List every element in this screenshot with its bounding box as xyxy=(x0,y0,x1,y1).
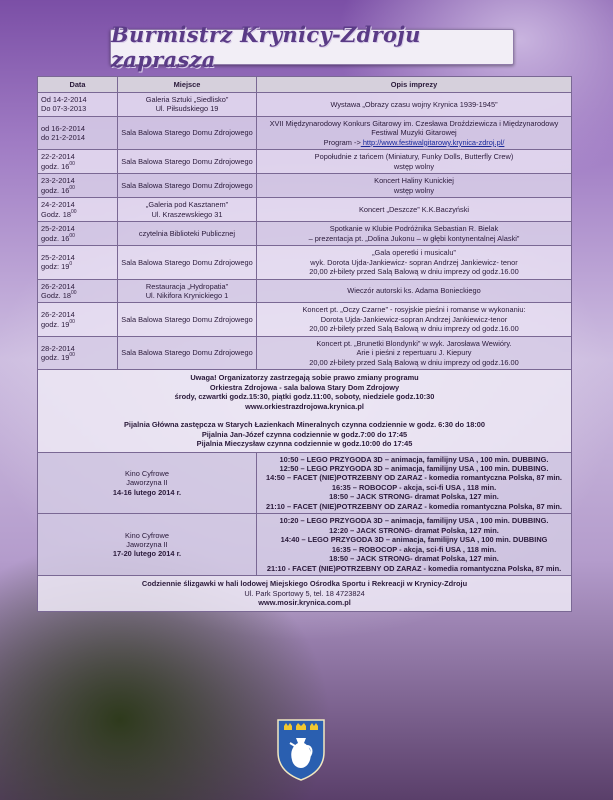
notice-line: Orkiestra Zdrojowa - sala balowa Stary Dom Zdrojowy xyxy=(209,382,400,392)
page-title: Burmistrz Krynicy-Zdroju zaprasza xyxy=(111,22,421,72)
event-description: 20,00 zł-bilety przed Salą Balową w dniu imprezy od godz.16.00 xyxy=(309,357,519,367)
table-row xyxy=(38,279,572,303)
pump-room-line: Pijalnia Jan-Józef czynna codziennie w godz.7:00 do 17:45 xyxy=(201,429,408,439)
event-time-hour: godz: 19 xyxy=(41,262,70,272)
cinema-show: 18:50 – JACK STRONG- dramat Polska, 127 min. xyxy=(329,492,499,502)
cinema-show: 10:50 – LEGO PRZYGODA 3D – animacja, familijny USA , 100 min. DUBBING. xyxy=(279,454,549,464)
cinema-show: 10:20 – LEGO PRZYGODA 3D – animacja, familijny USA , 100 min. DUBBING. xyxy=(279,516,549,526)
event-time-hour: godz. 16 xyxy=(41,161,70,171)
event-place: „Galeria pod Kasztanem” xyxy=(145,200,229,210)
pump-room-line: Pijalnia Główna zastępcza w Starych Łazienkach Mineralnych czynna codziennie w godz. 6:30 do 18:00 xyxy=(123,420,486,430)
event-description: Spotkanie w Klubie Podróżnika Sebastian R. Bielak xyxy=(329,224,499,234)
cinema-show: 14:50 – FACET (NIE)POTRZEBNY OD ZARAZ - komedia romantyczna Polska, 87 min. xyxy=(266,473,562,483)
footer-cell xyxy=(38,576,572,611)
event-date: 22-2-2014 xyxy=(41,152,75,162)
cinema-place: Kino Cyfrowe xyxy=(125,530,169,540)
notice-line: www.orkiestrazdrojowa.krynica.pl xyxy=(245,401,364,411)
place-cell xyxy=(118,303,257,336)
description-cell xyxy=(257,174,572,198)
table-row xyxy=(38,198,572,222)
program-line xyxy=(260,138,568,147)
event-place: Ul. Kraszewskiego 31 xyxy=(151,209,223,219)
cinema-show: 14:40 – LEGO PRZYGODA 3D – animacja, familijny USA , 100 min. DUBBING xyxy=(280,535,548,545)
event-time-hour: Godz. 18 xyxy=(41,290,71,300)
description-cell xyxy=(257,198,572,222)
krynica-coat-of-arms-icon xyxy=(276,718,326,782)
event-date: 26-2-2014 xyxy=(41,310,75,320)
cinema-show: 21:10 - FACET (NIE)POTRZEBNY OD ZARAZ - komedia romantyczna Polska, 87 min. xyxy=(266,563,562,573)
event-place: czytelnia Biblioteki Publicznej xyxy=(138,228,236,238)
event-place: Ul. Piłsudskiego 19 xyxy=(155,104,219,114)
event-date: 23-2-2014 xyxy=(41,176,75,186)
date-cell xyxy=(38,93,118,117)
event-description: „Gala operetki i musicalu” xyxy=(372,248,456,258)
event-place: Ul. Nikifora Krynickiego 1 xyxy=(145,290,229,300)
event-time xyxy=(41,320,114,329)
event-place: Restauracja „Hydropatia” xyxy=(145,281,229,291)
date-cell xyxy=(38,336,118,369)
event-time-minutes: 00 xyxy=(69,160,75,167)
description-cell xyxy=(257,116,572,149)
event-date: do 21-2-2014 xyxy=(41,133,85,143)
event-time-hour: godz. 19 xyxy=(41,319,70,329)
event-description: XVII Międzynarodowy Konkurs Gitarowy im. Czesława Droździewicza i Międzynarodowy Festiwal Muzyki Gitarowej xyxy=(269,118,559,138)
footer-row xyxy=(38,576,572,611)
cinema-row xyxy=(38,452,572,514)
cinema-place-cell xyxy=(38,514,257,576)
table-header-row xyxy=(38,77,572,93)
notice-row xyxy=(38,370,572,452)
cinema-shows-cell xyxy=(257,514,572,576)
cinema-place: Jaworzyna II xyxy=(126,540,168,550)
event-date: 25-2-2014 xyxy=(41,224,75,234)
event-description: Wieczór autorski ks. Adama Bonieckiego xyxy=(347,286,481,296)
event-description: 20,00 zł-bilety przed Salą Balową w dniu imprezy od godz.16.00 xyxy=(309,324,519,334)
event-time-hour: godz. 16 xyxy=(41,233,70,243)
event-place: Sala Balowa Starego Domu Zdrojowego xyxy=(121,128,253,138)
table-row xyxy=(38,336,572,369)
event-description: wstęp wolny xyxy=(393,161,435,171)
event-time-hour: Godz. 18 xyxy=(41,209,71,219)
cinema-place-cell xyxy=(38,452,257,514)
event-date: 25-2-2014 xyxy=(41,252,75,262)
notice-cell xyxy=(38,370,572,452)
event-time-minutes: 00 xyxy=(69,232,75,239)
date-cell xyxy=(38,303,118,336)
event-time-minutes: 0 xyxy=(69,261,73,268)
event-description: wyk. Dorota Ujda-Jankiewicz- sopran Andrzej Jankiewicz- tenor xyxy=(310,257,518,267)
table-row xyxy=(38,174,572,198)
cinema-dates: 17-20 lutego 2014 r. xyxy=(112,549,182,559)
event-place: Sala Balowa Starego Domu Zdrojowego xyxy=(121,314,253,324)
event-description: Koncert pt. „Oczy Czarne” - rosyjskie pieśni i romanse w wykonaniu: xyxy=(302,305,526,315)
event-place: Galeria Sztuki „Siedlisko” xyxy=(145,95,229,104)
footer-title: Codziennie ślizgawki w hali lodowej Miejskiego Ośrodka Sportu i Rekreacji w Krynicy-Zdroju xyxy=(141,579,468,589)
event-time-minutes: 00 xyxy=(69,352,75,359)
table-row xyxy=(38,116,572,149)
footer-website-link[interactable]: www.mosir.krynica.com.pl xyxy=(258,598,351,608)
cinema-show: 16:35 – ROBOCOP - akcja, sci-fi USA , 118 min. xyxy=(331,544,497,554)
event-time-hour: godz. 16 xyxy=(41,185,70,195)
event-time xyxy=(41,291,114,300)
description-cell xyxy=(257,222,572,246)
date-cell xyxy=(38,198,118,222)
notice-line: Uwaga! Organizatorzy zastrzegają sobie prawo zmiany programu xyxy=(190,373,419,383)
event-time-minutes: 00 xyxy=(71,289,77,296)
notice-line: środy, czwartki godz.15:30, piątki godz.11:00, soboty, niedziele godz.10:30 xyxy=(174,392,435,402)
event-time-minutes: 00 xyxy=(71,208,77,215)
festival-link[interactable]: http://www.festiwalgitarowy.krynica-zdroj.pl/ xyxy=(360,137,505,147)
event-time-hour: godz. 19 xyxy=(41,353,70,363)
cinema-show: 16:35 – ROBOCOP - akcja, sci-fi USA , 118 min. xyxy=(331,482,497,492)
table-row xyxy=(38,303,572,336)
place-cell xyxy=(118,336,257,369)
place-cell xyxy=(118,93,257,117)
cinema-shows-cell xyxy=(257,452,572,514)
table-row xyxy=(38,222,572,246)
event-date: 24-2-2014 xyxy=(41,200,75,210)
column-header-description: Opis imprezy xyxy=(257,77,572,93)
event-place: Sala Balowa Starego Domu Zdrojowego xyxy=(121,157,253,167)
place-cell xyxy=(118,198,257,222)
event-description: Wystawa „Obrazy czasu wojny Krynica 1939-1945” xyxy=(330,99,498,109)
event-time xyxy=(41,234,114,243)
table-row xyxy=(38,93,572,117)
event-description: Koncert „Deszcze” K.K.Baczyński xyxy=(358,204,470,214)
event-date: Od 14-2-2014 xyxy=(41,95,87,104)
event-date: 26-2-2014 xyxy=(41,281,75,291)
event-description: Koncert pt. „Brunetki Blondynki” w wyk. Jarosława Wewióry. xyxy=(316,338,512,348)
event-place: Sala Balowa Starego Domu Zdrojowego xyxy=(121,181,253,191)
place-cell xyxy=(118,174,257,198)
description-cell xyxy=(257,303,572,336)
pump-room-line: Pijalnia Mieczysław czynna codziennie w godz.10:00 do 17:45 xyxy=(196,439,413,449)
date-cell xyxy=(38,246,118,279)
event-description: Arie i pieśni z repertuaru J. Kiepury xyxy=(356,348,472,358)
cinema-show: 18:50 – JACK STRONG- dramat Polska, 127 min. xyxy=(329,554,499,564)
event-time xyxy=(41,186,114,195)
date-cell xyxy=(38,116,118,149)
place-cell xyxy=(118,116,257,149)
event-time xyxy=(41,210,114,219)
description-cell xyxy=(257,150,572,174)
event-time xyxy=(41,262,114,271)
event-time-minutes: 00 xyxy=(69,184,75,191)
event-description: – prezentacja pt. „Dolina Jukonu – w głębi kontynentalnej Alaski” xyxy=(308,233,520,243)
event-description: Koncert Haliny Kunickiej xyxy=(374,176,454,186)
event-time xyxy=(41,162,114,171)
table-row xyxy=(38,150,572,174)
footer-address: Ul. Park Sportowy 5, tel. 18 4723824 xyxy=(244,588,365,598)
event-description: 20,00 zł-bilety przed Salą Balową w dniu imprezy od godz.16.00 xyxy=(309,267,519,277)
column-header-date: Data xyxy=(38,77,118,93)
cinema-row xyxy=(38,514,572,576)
event-date: od 16-2-2014 xyxy=(41,123,85,133)
event-description: Popołudnie z tańcem (Miniatury, Funky Dolls, Butterfly Crew) xyxy=(314,152,514,162)
event-place: Sala Balowa Starego Domu Zdrojowego xyxy=(121,348,253,358)
event-description: Dorota Ujda-Jankiewicz-sopran Andrzej Jankiewicz-tenor xyxy=(320,314,508,324)
events-table xyxy=(37,76,572,612)
event-place: Sala Balowa Starego Domu Zdrojowego xyxy=(121,257,253,267)
event-time xyxy=(41,353,114,362)
cinema-place: Jaworzyna II xyxy=(126,478,168,488)
cinema-show: 12:50 – LEGO PRZYGODA 3D – animacja, familijny USA , 100 min. DUBBING. xyxy=(279,464,549,473)
program-label: Program -> xyxy=(323,137,361,147)
cinema-show: 12:20 – JACK STRONG- dramat Polska, 127 min. xyxy=(329,525,499,535)
column-header-place: Miejsce xyxy=(118,77,257,93)
date-cell xyxy=(38,150,118,174)
description-cell xyxy=(257,336,572,369)
description-cell xyxy=(257,279,572,303)
event-date: 28-2-2014 xyxy=(41,343,75,353)
event-description: wstęp wolny xyxy=(393,185,435,195)
place-cell xyxy=(118,279,257,303)
event-date: Do 07-3-2013 xyxy=(41,104,87,114)
description-cell xyxy=(257,246,572,279)
date-cell xyxy=(38,174,118,198)
cinema-show: 21:10 – FACET (NIE)POTRZEBNY OD ZARAZ - komedia romantyczna Polska, 87 min. xyxy=(266,501,562,511)
description-cell xyxy=(257,93,572,117)
cinema-dates: 14-16 lutego 2014 r. xyxy=(112,487,182,497)
date-cell xyxy=(38,279,118,303)
place-cell xyxy=(118,246,257,279)
place-cell xyxy=(118,150,257,174)
cinema-place: Kino Cyfrowe xyxy=(125,468,169,478)
table-row xyxy=(38,246,572,279)
event-time-minutes: 00 xyxy=(69,318,75,325)
place-cell xyxy=(118,222,257,246)
title-banner xyxy=(110,22,514,72)
date-cell xyxy=(38,222,118,246)
